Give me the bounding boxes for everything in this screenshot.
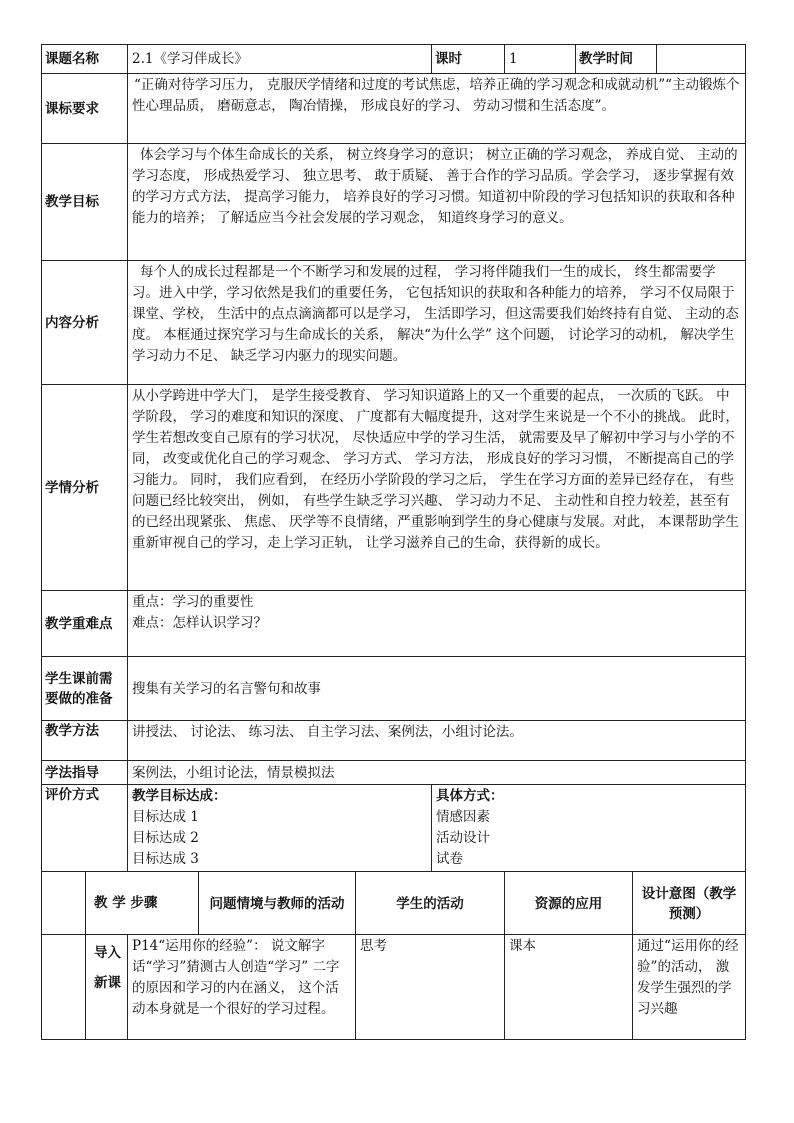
content-row: [42, 261, 746, 385]
evaluation-goal-item: 目标达成 1: [132, 809, 199, 825]
evaluation-methods-cell: [432, 785, 746, 872]
step-line: 新课: [94, 975, 121, 991]
content-label: 内容分析: [42, 261, 128, 385]
students-label: 学情分析: [42, 385, 128, 591]
standard-row: [42, 74, 746, 144]
title-row: [42, 45, 746, 74]
course-name-value: 2.1《学习伴成长》: [128, 45, 432, 74]
prep-row: [42, 657, 746, 721]
prep-text: 搜集有关学习的名言警句和故事: [128, 657, 746, 721]
goals-text: 体会学习与个体生命成长的关系， 树立终身学习的意识； 树立正确的学习观念， 养成自觉、 主动的学习态度， 形成热爱学习、 独立思考、 敢于质疑、 善于合作的学习品质。学会学习， 逐步掌握有效的学习方式方法， 提高学习能力， 培养良好的学习习惯。知道初中阶段的学习包括知识的获取和各种能力的培养； 了解适应当今社会发展的学习观念， 知道终身学习的意义。: [128, 144, 746, 261]
evaluation-goals-cell: [128, 785, 432, 872]
resource-cell: 课本: [505, 935, 633, 1040]
study-text: 案例法，小组讨论法，情景模拟法: [128, 761, 746, 785]
students-text: 从小学跨进中学大门， 是学生接受教育、 学习知识道路上的又一个重要的起点， 一次质的飞跃。 中学阶段， 学习的难度和知识的深度、 广度都有大幅度提升，这对学生来说是一个不小的挑战。 此时， 学生若想改变自己原有的学习状况， 尽快适应中学的学习生活， 就需要及早了解初中学习与小学的不同， 改变或优化自己的学习观念、 学习方式、 学习方法， 形成良好的学习习惯， 不断提高自己的学习能力。 同时， 我们应看到， 在经历小学阶段的学习之后， 学生在学习方面的差异已经存在， 有些问题已经比较突出， 例如， 有些学生缺乏学习兴趣、 学习动力不足、 主动性和自控力较差，甚至有的已经出现紧张、 焦虑、 厌学等不良情绪，严重影响到学生的身心健康与发展。对此， 本课帮助学生重新审视自己的学习，走上学习正轨， 让学习滋养自己的生命，获得新的成长。: [128, 385, 746, 591]
goals-row: [42, 144, 746, 261]
content-text: 每个人的成长过程都是一个不断学习和发展的过程， 学习将伴随我们一生的成长， 终生都需要学习。进入中学，学习依然是我们的重要任务， 它包括知识的获取和各种能力的培养， 学习不仅局限于课堂、学校， 生活中的点点滴滴都可以是学习， 生活即学习，但这需要我们始终持有自觉、 主动的态度。 本框通过探究学习与生命成长的关系， 解决“为什么学” 这个问题， 讨论学习的动机， 解决学生学习动力不足、 缺乏学习内驱力的现实问题。: [128, 261, 746, 385]
student-activity-cell: 思考: [356, 935, 505, 1040]
evaluation-method-item: 情感因素: [436, 809, 491, 825]
resource-header: 资源的应用: [505, 872, 633, 935]
difficulty-text: 难点：怎样认识学习？: [132, 615, 267, 631]
lesson-plan-table: [41, 44, 746, 1040]
key-points-row: [42, 591, 746, 657]
process-header-row: [42, 872, 746, 935]
evaluation-method-title: 具体方式：: [436, 788, 504, 804]
goals-label: 教学目标: [42, 144, 128, 261]
methods-label: 教学方法: [42, 721, 128, 761]
process-spacer: [42, 872, 86, 935]
evaluation-method-item: 试卷: [436, 851, 464, 867]
step-cell: [86, 935, 128, 1040]
student-activity-header: 学生的活动: [356, 872, 505, 935]
step-header: 教 学 步骤: [86, 872, 199, 935]
design-intent-header: 设计意图（教学预测）: [633, 872, 746, 935]
focus-text: 重点：学习的重要性: [132, 594, 254, 610]
course-name-label: 课题名称: [42, 45, 128, 74]
teacher-activity-header: 问题情境与教师的活动: [199, 872, 356, 935]
study-label: 学法指导: [42, 761, 128, 785]
teacher-activity-cell: P14“运用你的经验”： 说文解字话“学习”猜测古人创造“学习” 二字的原因和学习的内在涵义， 这个活动本身就是一个很好的学习过程。: [128, 935, 356, 1040]
students-row: [42, 385, 746, 591]
methods-text: 讲授法、 讨论法、 练习法、 自主学习法、案例法，小组讨论法。: [128, 721, 746, 761]
design-intent-cell: 通过“运用你的经验”的活动， 激发学生强烈的学习兴趣: [633, 935, 746, 1040]
standard-text: “正确对待学习压力， 克服厌学情绪和过度的考试焦虑，培养正确的学习观念和成就动机”“主动锻炼个性心理品质， 磨砺意志， 陶冶情操， 形成良好的学习、 劳动习惯和生活态度”。: [128, 74, 746, 144]
evaluation-goal-title: 教学目标达成：: [132, 788, 227, 804]
lesson-plan-sheet: [41, 44, 745, 1040]
process-spacer: [42, 935, 86, 1040]
period-value: 1: [505, 45, 576, 74]
methods-row: [42, 721, 746, 761]
key-points-label: 教学重难点: [42, 591, 128, 657]
process-row: [42, 935, 746, 1040]
prep-label: 学生课前需要做的准备: [42, 657, 128, 721]
standard-label: 课标要求: [42, 74, 128, 144]
evaluation-goal-item: 目标达成 2: [132, 830, 199, 846]
step-line: 导入: [94, 945, 121, 961]
evaluation-label: 评价方式: [42, 785, 128, 872]
key-points-cell: [128, 591, 746, 657]
study-row: [42, 761, 746, 785]
teaching-time-value: [657, 45, 746, 74]
evaluation-goal-item: 目标达成 3: [132, 851, 199, 867]
evaluation-row: [42, 785, 746, 872]
teaching-time-label: 教学时间: [576, 45, 657, 74]
evaluation-method-item: 活动设计: [436, 830, 491, 846]
period-label: 课时: [432, 45, 505, 74]
